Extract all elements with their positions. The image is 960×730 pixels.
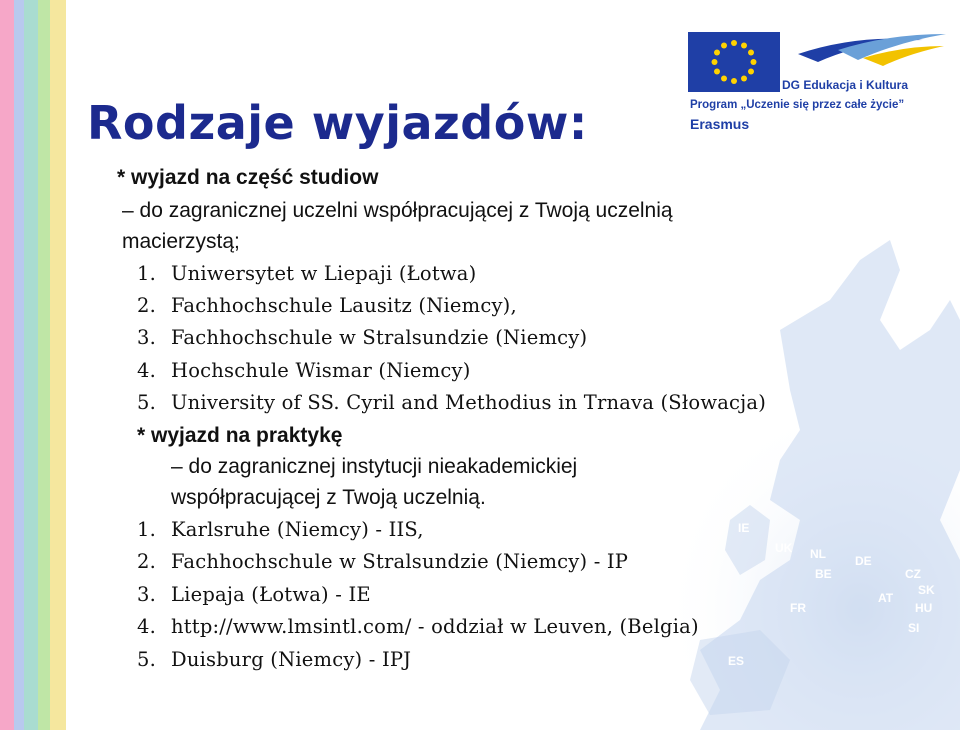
study-list-item: 5. University of SS. Cyril and Methodius in Trnava (Słowacja)	[137, 391, 767, 414]
practice-list-item: 1. Karlsruhe (Niemcy) - IIS,	[137, 518, 424, 541]
study-list-item: 4. Hochschule Wismar (Niemcy)	[137, 359, 471, 382]
map-label-uk: UK	[775, 541, 793, 555]
logo-erasmus-text: Erasmus	[690, 116, 750, 132]
map-label-at: AT	[878, 591, 894, 605]
study-list-item: 3. Fachhochschule w Stralsundzie (Niemcy)	[137, 326, 588, 349]
swoosh-icon	[798, 34, 946, 66]
practice-desc-line1: – do zagranicznej instytucji nieakademickiej	[171, 455, 578, 478]
logo-dg-text: DG Edukacja i Kultura	[782, 78, 909, 92]
map-label-hu: HU	[915, 601, 933, 615]
practice-desc-line2: współpracującej z Twoją uczelnią.	[171, 486, 486, 509]
map-label-es: ES	[728, 654, 745, 668]
map-label-nl: NL	[810, 547, 826, 561]
study-desc-line2: macierzystą;	[122, 230, 240, 253]
practice-list-item: 4. http://www.lmsintl.com/ - oddział w Leuven, (Belgia)	[137, 615, 699, 638]
map-label-cz: CZ	[905, 567, 921, 581]
study-list-item: 1. Uniwersytet w Liepaji (Łotwa)	[137, 262, 477, 285]
page-title: Rodzaje wyjazdów:	[87, 96, 588, 150]
logo-program-text: Program „Uczenie się przez całe życie”	[690, 99, 905, 111]
practice-heading: * wyjazd na praktykę	[137, 424, 343, 447]
map-label-sk: SK	[918, 583, 935, 597]
map-label-fr: FR	[790, 601, 806, 615]
practice-list-item: 2. Fachhochschule w Stralsundzie (Niemcy) - IP	[137, 550, 629, 573]
study-desc-line1: – do zagranicznej uczelni współpracującej z Twoją uczelnią	[122, 199, 673, 222]
map-label-si: SI	[908, 621, 920, 635]
study-heading: * wyjazd na część studiow	[117, 166, 379, 189]
practice-list-item: 5. Duisburg (Niemcy) - IPJ	[137, 648, 412, 671]
map-label-de: DE	[855, 554, 872, 568]
map-label-be: BE	[815, 567, 832, 581]
map-label-ie: IE	[738, 521, 750, 535]
practice-list-item: 3. Liepaja (Łotwa) - IE	[137, 583, 371, 606]
study-list-item: 2. Fachhochschule Lausitz (Niemcy),	[137, 294, 517, 317]
